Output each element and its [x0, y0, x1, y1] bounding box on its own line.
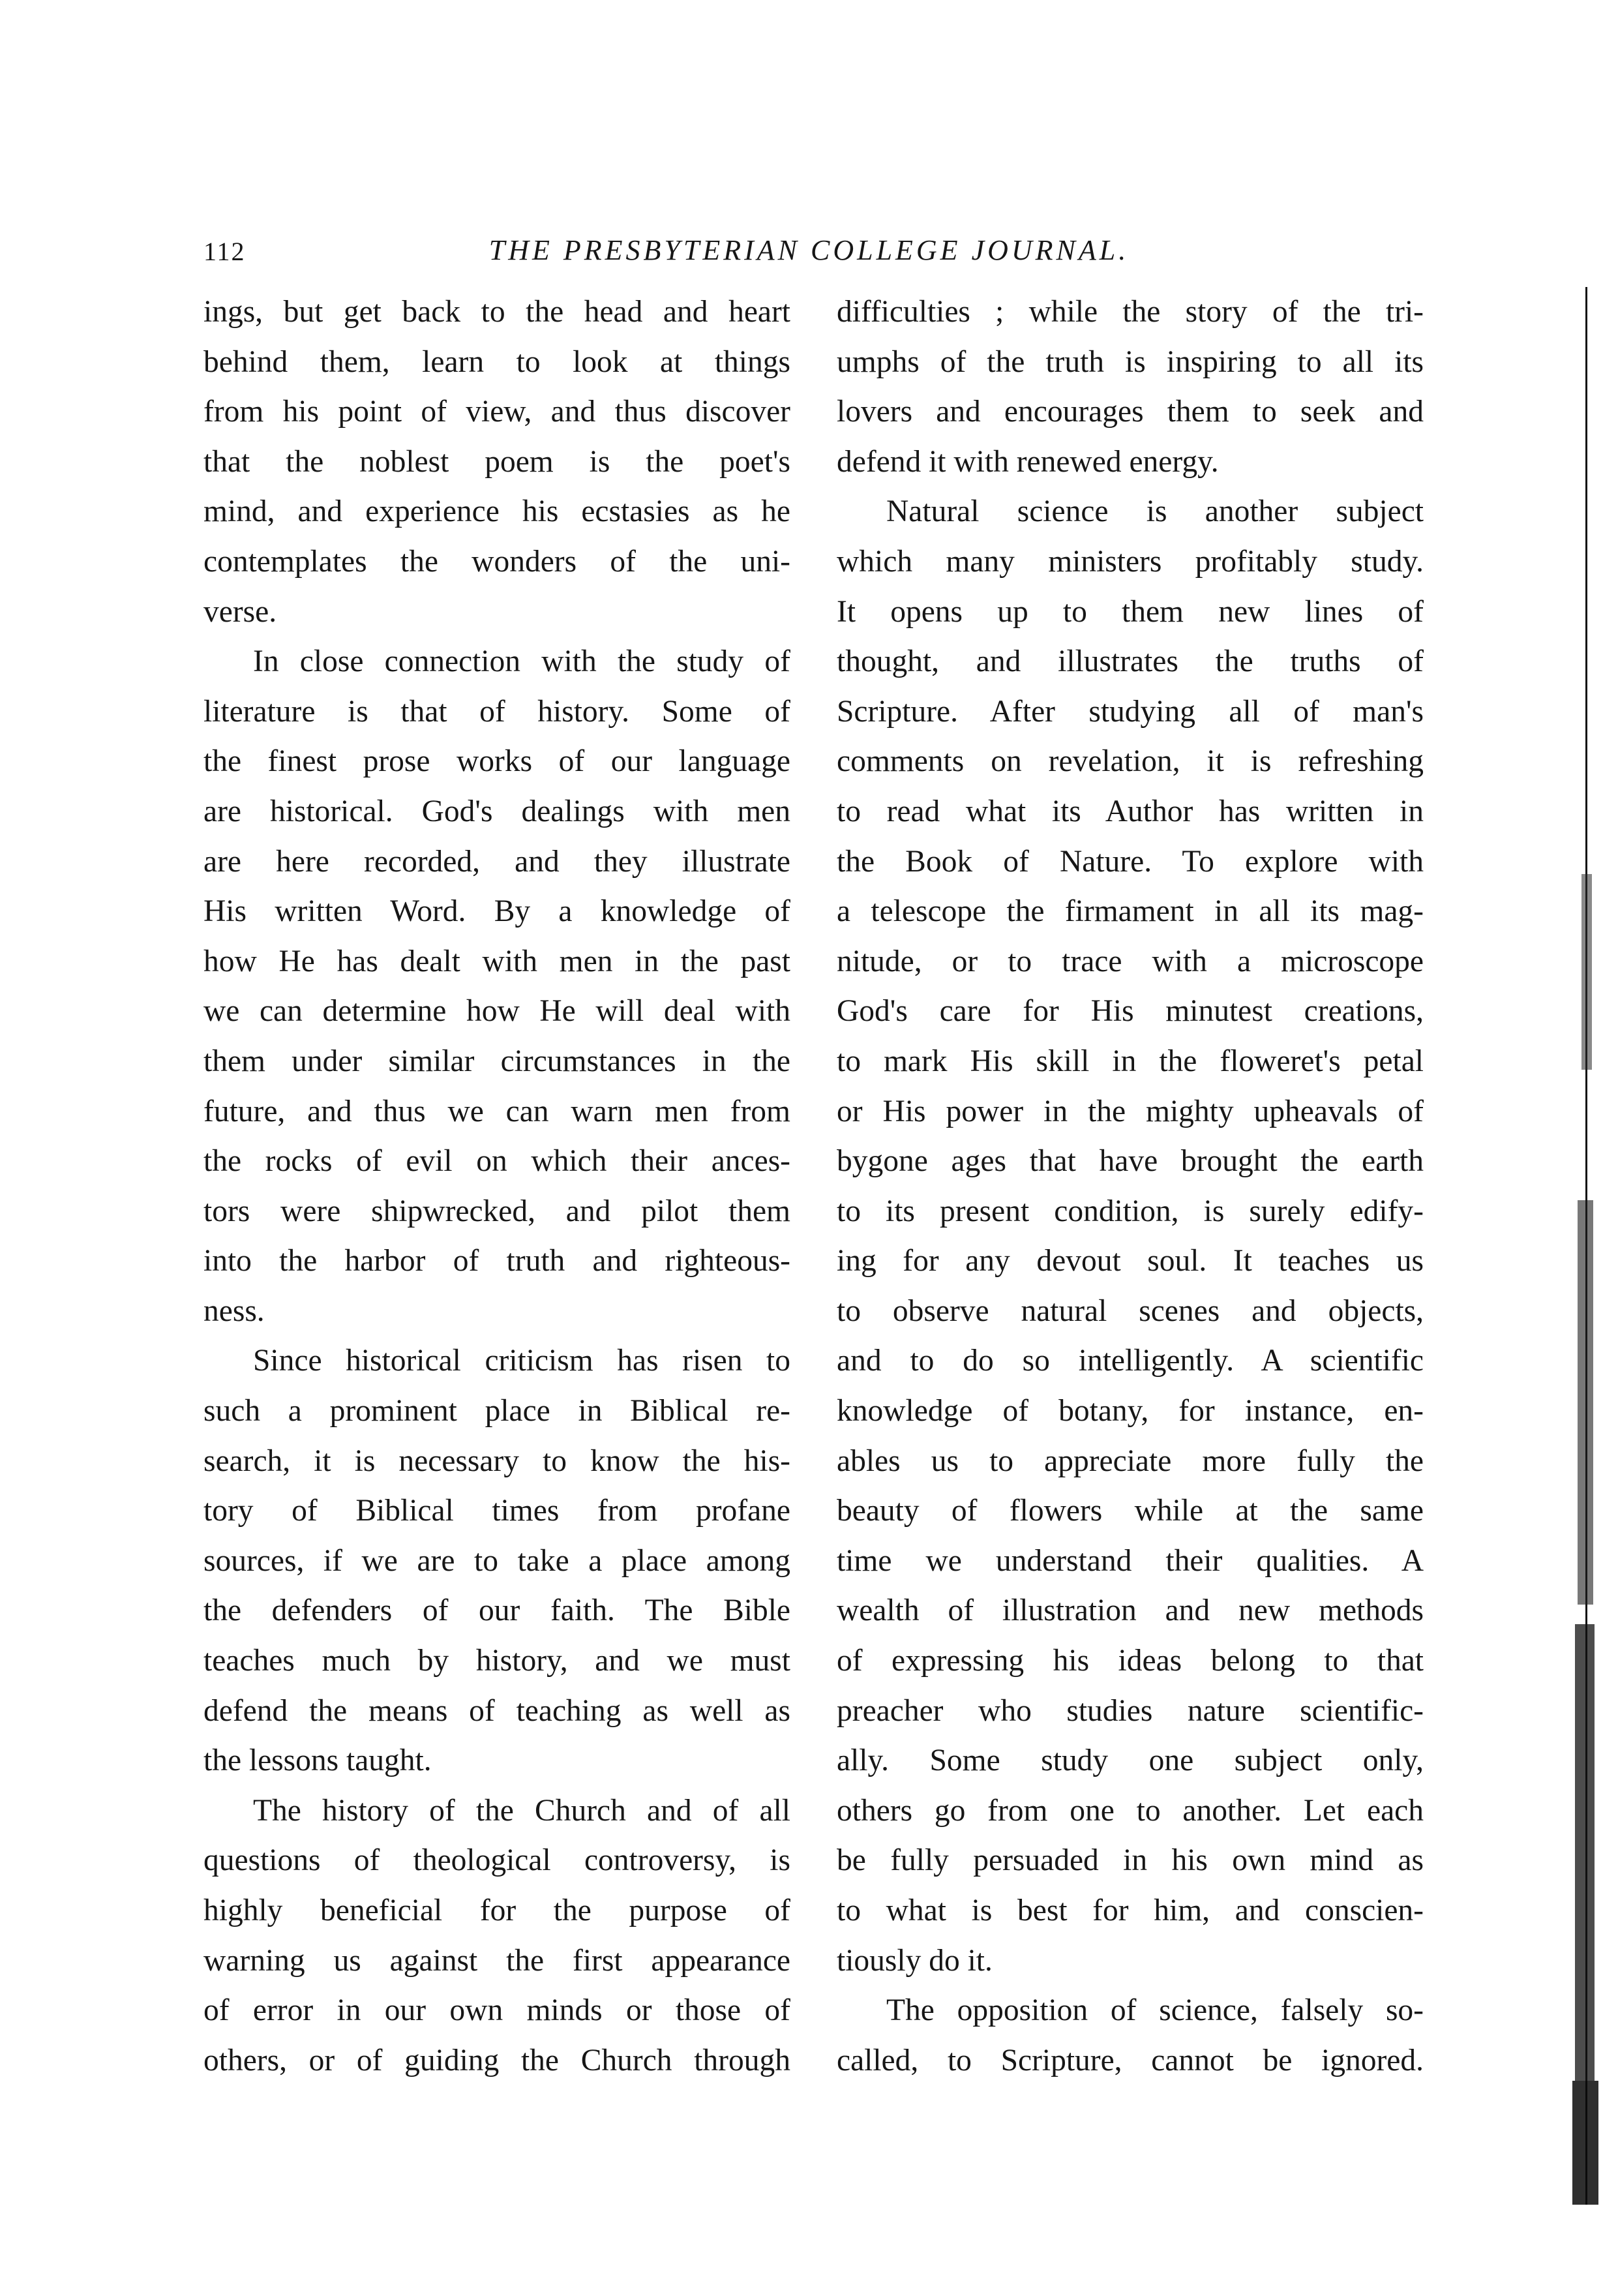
text-line: teaches much by history, and we must: [203, 1644, 790, 1678]
text-line: such a prominent place in Biblical re-: [203, 1394, 790, 1428]
text-line: to what is best for him, and conscien-: [837, 1894, 1424, 1927]
text-line: difficulties ; while the story of the tri-: [837, 295, 1424, 329]
text-line: tors were shipwrecked, and pilot them: [203, 1194, 790, 1228]
running-title: THE PRESBYTERIAN COLLEGE JOURNAL.: [488, 234, 1130, 266]
text-line: of error in our own minds or those of: [203, 1993, 790, 2028]
text-line: others go from one to another. Let each: [837, 1793, 1424, 1828]
text-line: them under similar circumstances in the: [203, 1044, 790, 1078]
text-line: how He has dealt with men in the past: [203, 944, 790, 978]
text-line: the finest prose works of our language: [203, 744, 790, 779]
paragraph: [203, 287, 790, 637]
paragraph: [203, 637, 790, 1336]
text-line: bygone ages that have brought the earth: [837, 1144, 1424, 1179]
text-line: Since historical criticism has risen to: [253, 1344, 790, 1378]
paragraph: [837, 487, 1424, 1986]
text-line: to observe natural scenes and objects,: [837, 1293, 1424, 1328]
text-line: others, or of guiding the Church through: [203, 2043, 790, 2077]
text-line: ing for any devout soul. It teaches us: [837, 1244, 1424, 1278]
text-line: defend it with renewed energy.: [837, 444, 1219, 479]
text-line: God's care for His minutest creations,: [837, 994, 1424, 1029]
text-line: contemplates the wonders of the uni-: [203, 544, 790, 579]
left-column: [203, 287, 790, 2085]
paragraph: [837, 287, 1424, 487]
text-line: preacher who studies nature scientific-: [837, 1693, 1424, 1728]
text-line: It opens up to them new lines of: [837, 594, 1424, 629]
text-line: to read what its Author has written in: [837, 794, 1424, 828]
text-line: the Book of Nature. To explore with: [837, 844, 1424, 879]
text-line: wealth of illustration and new methods: [837, 1594, 1424, 1628]
text-line: a telescope the firmament in all its mag-: [837, 894, 1424, 929]
text-line: of expressing his ideas belong to that: [837, 1644, 1424, 1678]
text-line: the lessons taught.: [203, 1744, 432, 1778]
text-line: or His power in the mighty upheavals of: [837, 1094, 1424, 1128]
page-number: 112: [203, 237, 246, 266]
text-line: ally. Some study one subject only,: [837, 1744, 1424, 1778]
text-line: defend the means of teaching as well as: [203, 1693, 790, 1728]
scan-edge-shadow: [1568, 287, 1604, 2205]
text-line: we can determine how He will deal with: [203, 994, 790, 1029]
paragraph: [837, 1986, 1424, 2085]
text-line: lovers and encourages them to seek and: [837, 395, 1424, 429]
text-line: tory of Biblical times from profane: [203, 1494, 790, 1528]
text-line: that the noblest poem is the poet's: [203, 444, 790, 479]
text-line: The opposition of science, falsely so-: [886, 1993, 1424, 2028]
text-line: sources, if we are to take a place among: [203, 1543, 790, 1578]
text-line: from his point of view, and thus discover: [203, 395, 790, 429]
text-line: the defenders of our faith. The Bible: [203, 1594, 790, 1628]
text-line: warning us against the first appearance: [203, 1943, 790, 1978]
text-line: mind, and experience his ecstasies as he: [203, 494, 790, 529]
text-line: to mark His skill in the floweret's petal: [837, 1044, 1424, 1078]
text-line: and to do so intelligently. A scientific: [837, 1344, 1424, 1378]
text-line: into the harbor of truth and righteous-: [203, 1244, 790, 1278]
text-line: highly beneficial for the purpose of: [203, 1894, 790, 1927]
text-line: search, it is necessary to know the his-: [203, 1443, 790, 1478]
text-line: beauty of flowers while at the same: [837, 1494, 1424, 1528]
text-line: nitude, or to trace with a microscope: [837, 944, 1424, 978]
text-line: umphs of the truth is inspiring to all its: [837, 344, 1424, 379]
right-column: [837, 287, 1424, 2085]
text-line: Natural science is another subject: [886, 494, 1424, 529]
text-line: time we understand their qualities. A: [837, 1543, 1424, 1578]
text-line: knowledge of botany, for instance, en-: [837, 1394, 1424, 1428]
text-line: comments on revelation, it is refreshing: [837, 744, 1424, 779]
text-line: the rocks of evil on which their ances-: [203, 1144, 790, 1179]
text-line: questions of theological controversy, is: [203, 1843, 790, 1878]
text-line: called, to Scripture, cannot be ignored.: [837, 2043, 1424, 2077]
text-line: are historical. God's dealings with men: [203, 794, 790, 828]
text-line: literature is that of history. Some of: [203, 694, 790, 729]
text-line: which many ministers profitably study.: [837, 544, 1424, 579]
text-line: ness.: [203, 1293, 265, 1328]
text-line: ings, but get back to the head and heart: [203, 295, 790, 329]
text-line: ables us to appreciate more fully the: [837, 1443, 1424, 1478]
paragraph: [203, 1786, 790, 2086]
text-line: tiously do it.: [837, 1943, 993, 1978]
paragraph: [203, 1336, 790, 1785]
text-line: to its present condition, is surely edify-: [837, 1194, 1424, 1228]
text-line: future, and thus we can warn men from: [203, 1094, 790, 1128]
text-line: In close connection with the study of: [253, 644, 790, 679]
text-line: be fully persuaded in his own mind as: [837, 1843, 1424, 1878]
text-line: The history of the Church and of all: [253, 1793, 790, 1828]
text-line: verse.: [203, 594, 277, 629]
text-line: Scripture. After studying all of man's: [837, 694, 1424, 729]
text-line: behind them, learn to look at things: [203, 344, 790, 379]
text-line: His written Word. By a knowledge of: [203, 894, 790, 929]
text-line: thought, and illustrates the truths of: [837, 644, 1424, 679]
text-line: are here recorded, and they illustrate: [203, 844, 790, 879]
